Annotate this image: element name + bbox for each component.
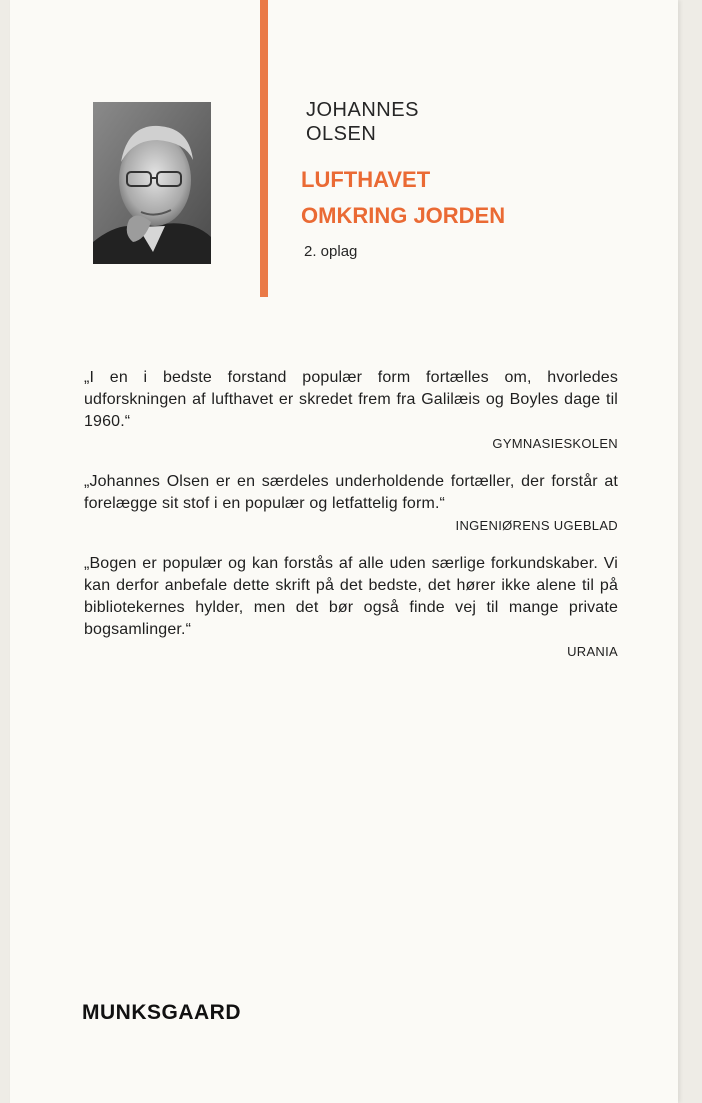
review-quote (84, 471, 618, 536)
review-quotes (84, 367, 618, 679)
publisher-name: MUNKSGAARD (82, 1001, 241, 1024)
book-title (301, 162, 505, 234)
accent-bar (260, 0, 268, 297)
author-photo (93, 102, 211, 264)
review-source: INGENIØRENS UGEBLAD (455, 518, 618, 533)
review-source: URANIA (567, 644, 618, 659)
review-text: „Bogen er populær og kan forstås af alle uden særlige forkundskaber. Vi kan derfor anbefale dette skrift på det bedste, det hører ikke alene til på bibliotekernes hylder, men det bør også finde vej til mange private bogsamlinger.“ (84, 555, 618, 638)
portrait-icon (93, 102, 211, 264)
book-title-line-2: OMKRING JORDEN (301, 203, 506, 228)
review-quote (84, 553, 618, 662)
book-title-line-1: LUFTHAVET (301, 167, 431, 192)
review-text: „I en i bedste forstand populær form fortælles om, hvorledes udforskningen af lufthavet er skredet frem fra Galilæis og Boyles dage til 1960.“ (84, 369, 618, 430)
author-first-name: JOHANNES (306, 99, 419, 121)
review-text: „Johannes Olsen er en særdeles underholdende fortæller, der forstår at forelægge sit stof i en populær og letfattelig form.“ (84, 473, 618, 512)
review-quote (84, 367, 618, 454)
author-last-name: OLSEN (306, 123, 377, 145)
edition-label: 2. oplag (304, 243, 358, 260)
review-source: GYMNASIESKOLEN (492, 436, 618, 451)
author-name (306, 98, 419, 146)
